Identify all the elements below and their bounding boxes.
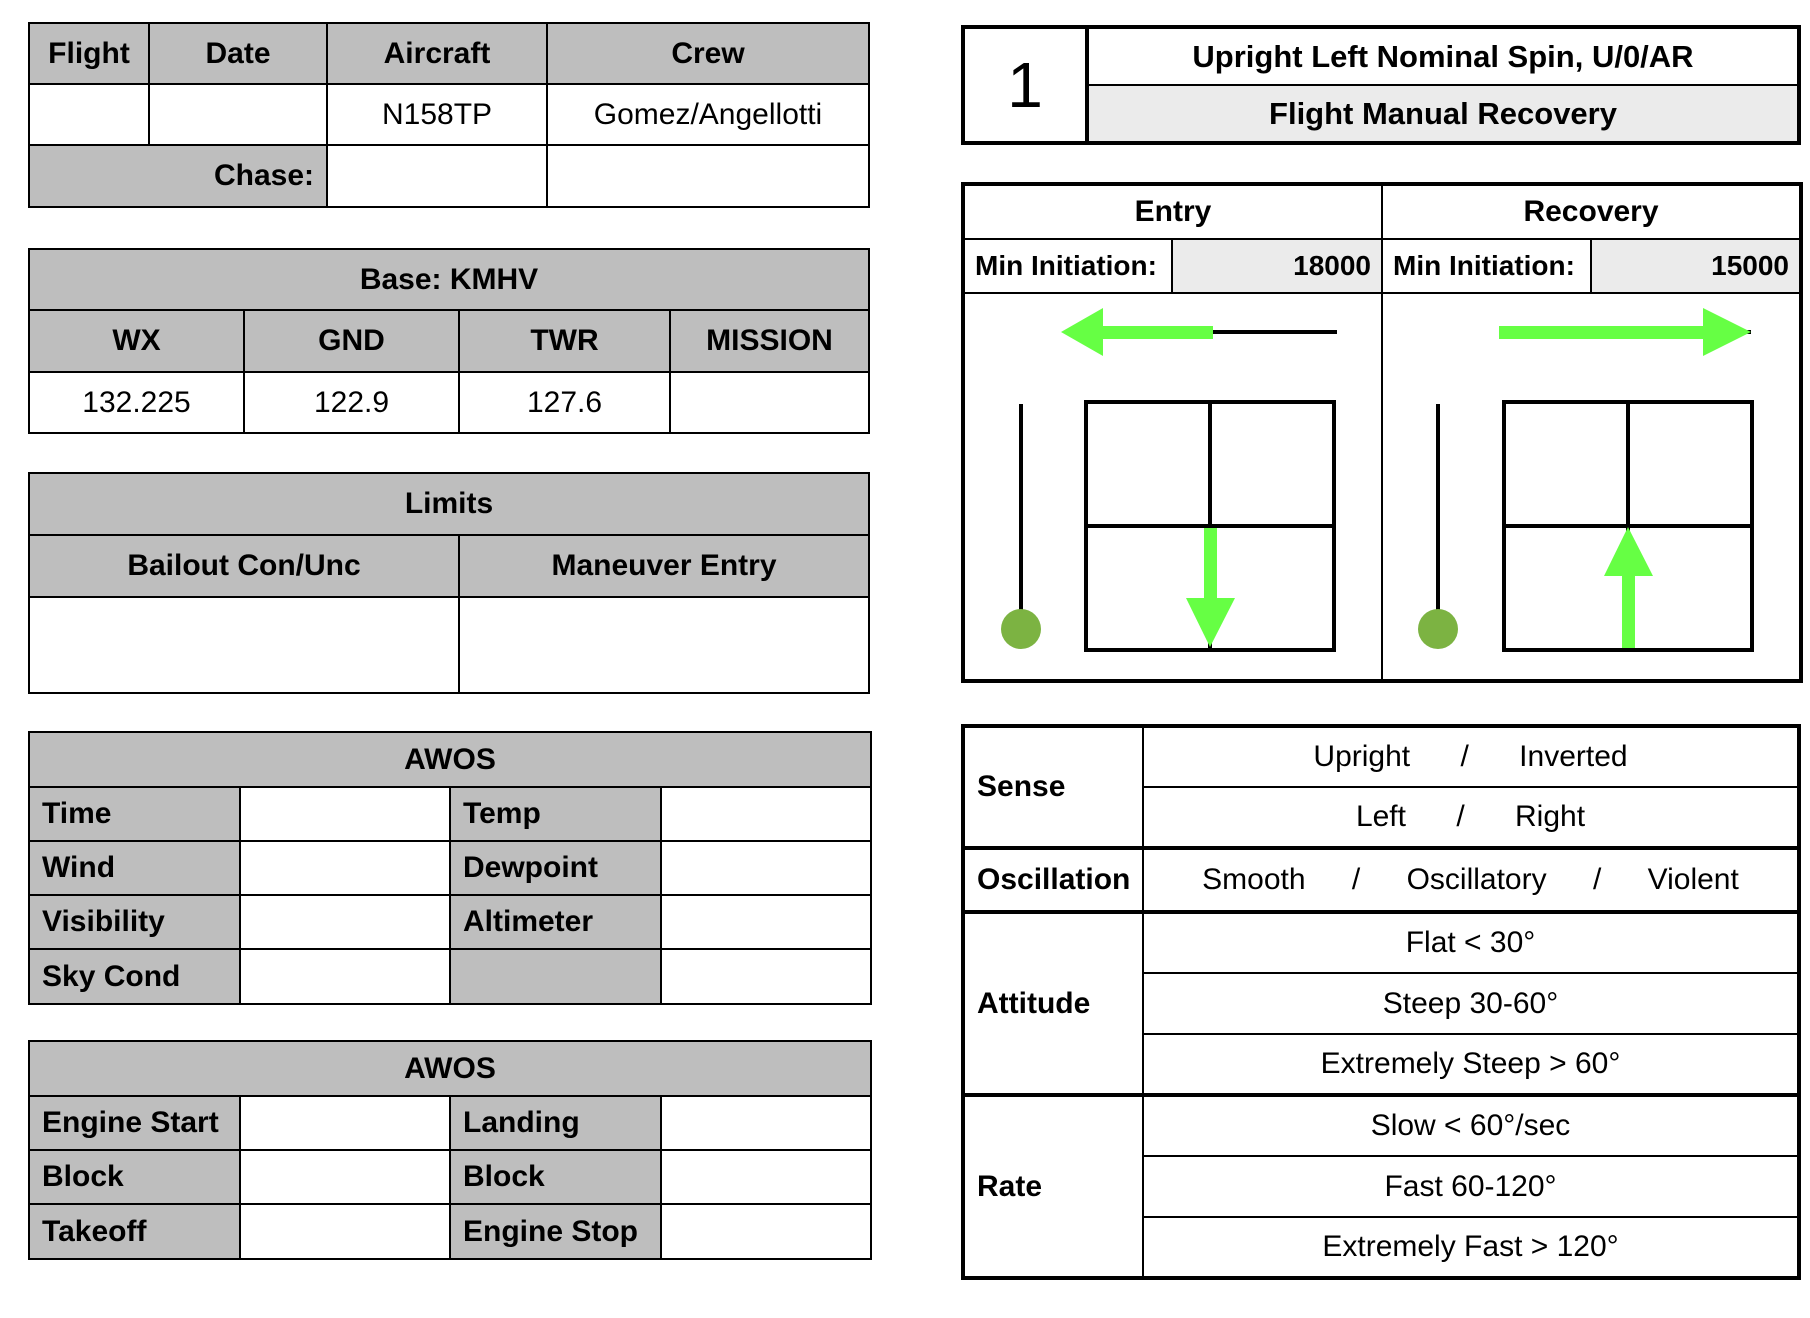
- sense-option-left-right[interactable]: [1143, 787, 1799, 848]
- header-twr: TWR: [459, 310, 670, 372]
- visibility-field[interactable]: [240, 895, 450, 949]
- sense-left[interactable]: Left: [1355, 800, 1406, 833]
- header-flight: Flight: [29, 23, 149, 84]
- maneuver-subtitle: Flight Manual Recovery: [1087, 85, 1799, 143]
- rate-slow[interactable]: Slow < 60°/sec: [1143, 1095, 1799, 1156]
- sense-right[interactable]: Right: [1515, 800, 1586, 833]
- recovery-title: Recovery: [1382, 184, 1801, 239]
- landing-field[interactable]: [661, 1096, 871, 1150]
- entry-min-value: 18000: [1172, 239, 1382, 293]
- sky-cond-label: Sky Cond: [29, 949, 240, 1004]
- attitude-steep[interactable]: Steep 30-60°: [1143, 973, 1799, 1034]
- altimeter-field[interactable]: [661, 895, 871, 949]
- dewpoint-field[interactable]: [661, 841, 871, 895]
- block-in-label: Block: [450, 1150, 661, 1204]
- chase-field-1[interactable]: [327, 145, 547, 207]
- time-field[interactable]: [240, 787, 450, 841]
- controls-table: [961, 182, 1803, 683]
- chase-label: Chase:: [29, 145, 327, 207]
- twr-frequency[interactable]: 127.6: [459, 372, 670, 433]
- sky-cond-field[interactable]: [240, 949, 450, 1004]
- header-maneuver-entry: Maneuver Entry: [459, 535, 869, 597]
- temp-label: Temp: [450, 787, 661, 841]
- visibility-label: Visibility: [29, 895, 240, 949]
- dewpoint-label: Dewpoint: [450, 841, 661, 895]
- base-title: Base: KMHV: [29, 249, 869, 310]
- wx-frequency[interactable]: 132.225: [29, 372, 244, 433]
- limits-title: Limits: [29, 473, 869, 535]
- altimeter-label: Altimeter: [450, 895, 661, 949]
- blank-field[interactable]: [661, 949, 871, 1004]
- engine-start-field[interactable]: [240, 1096, 450, 1150]
- recovery-diagram-cell: [1382, 293, 1801, 681]
- header-aircraft: Aircraft: [327, 23, 547, 84]
- wind-field[interactable]: [240, 841, 450, 895]
- entry-title: Entry: [963, 184, 1382, 239]
- attitude-flat[interactable]: Flat < 30°: [1143, 912, 1799, 973]
- engine-stop-field[interactable]: [661, 1204, 871, 1259]
- temp-field[interactable]: [661, 787, 871, 841]
- recovery-min-label: Min Initiation:: [1382, 239, 1591, 293]
- flight-table: [28, 22, 870, 208]
- crew-value[interactable]: Gomez/Angellotti: [547, 84, 869, 145]
- header-gnd: GND: [244, 310, 459, 372]
- block-out-label: Block: [29, 1150, 240, 1204]
- wind-label: Wind: [29, 841, 240, 895]
- landing-label: Landing: [450, 1096, 661, 1150]
- chase-field-2[interactable]: [547, 145, 869, 207]
- maneuver-number: 1: [963, 27, 1087, 143]
- gnd-frequency[interactable]: 122.9: [244, 372, 459, 433]
- header-mission: MISSION: [670, 310, 869, 372]
- characteristics-table: [961, 724, 1801, 1280]
- awos-weather-table: [28, 731, 872, 1005]
- attitude-extremely-steep[interactable]: Extremely Steep > 60°: [1143, 1034, 1799, 1095]
- header-date: Date: [149, 23, 327, 84]
- oscillation-violent[interactable]: Violent: [1647, 863, 1739, 896]
- header-bailout: Bailout Con/Unc: [29, 535, 459, 597]
- mission-frequency[interactable]: [670, 372, 869, 433]
- oscillation-oscillatory[interactable]: Oscillatory: [1406, 863, 1547, 896]
- header-wx: WX: [29, 310, 244, 372]
- oscillation-options[interactable]: [1143, 848, 1799, 912]
- maneuver-header: [961, 25, 1801, 145]
- aircraft-value[interactable]: N158TP: [327, 84, 547, 145]
- rate-fast[interactable]: Fast 60-120°: [1143, 1156, 1799, 1217]
- bailout-field[interactable]: [29, 597, 459, 693]
- sense-inverted[interactable]: Inverted: [1519, 740, 1628, 773]
- engine-start-label: Engine Start: [29, 1096, 240, 1150]
- recovery-min-value: 15000: [1591, 239, 1801, 293]
- takeoff-field[interactable]: [240, 1204, 450, 1259]
- oscillation-label: Oscillation: [963, 848, 1143, 912]
- maneuver-entry-field[interactable]: [459, 597, 869, 693]
- maneuver-title: Upright Left Nominal Spin, U/0/AR: [1087, 27, 1799, 85]
- sense-separator: /: [1456, 800, 1465, 833]
- rate-extremely-fast[interactable]: Extremely Fast > 120°: [1143, 1217, 1799, 1278]
- block-in-field[interactable]: [661, 1150, 871, 1204]
- awos-weather-title: AWOS: [29, 732, 871, 787]
- attitude-label: Attitude: [963, 912, 1143, 1095]
- rate-label: Rate: [963, 1095, 1143, 1278]
- flight-field[interactable]: [29, 84, 149, 145]
- header-crew: Crew: [547, 23, 869, 84]
- time-label: Time: [29, 787, 240, 841]
- blank-label: [450, 949, 661, 1004]
- awos-times-title: AWOS: [29, 1041, 871, 1096]
- oscillation-separator: /: [1592, 863, 1602, 896]
- sense-upright[interactable]: Upright: [1313, 740, 1411, 773]
- date-field[interactable]: [149, 84, 327, 145]
- oscillation-separator: /: [1351, 863, 1361, 896]
- sense-option-upright-inverted[interactable]: [1143, 726, 1799, 787]
- sense-separator: /: [1460, 740, 1469, 773]
- block-out-field[interactable]: [240, 1150, 450, 1204]
- entry-min-label: Min Initiation:: [963, 239, 1172, 293]
- limits-table: [28, 472, 870, 694]
- base-table: [28, 248, 870, 434]
- entry-diagram-cell: [963, 293, 1382, 681]
- takeoff-label: Takeoff: [29, 1204, 240, 1259]
- sense-label: Sense: [963, 726, 1143, 848]
- oscillation-smooth[interactable]: Smooth: [1202, 863, 1306, 896]
- engine-stop-label: Engine Stop: [450, 1204, 661, 1259]
- awos-times-table: [28, 1040, 872, 1260]
